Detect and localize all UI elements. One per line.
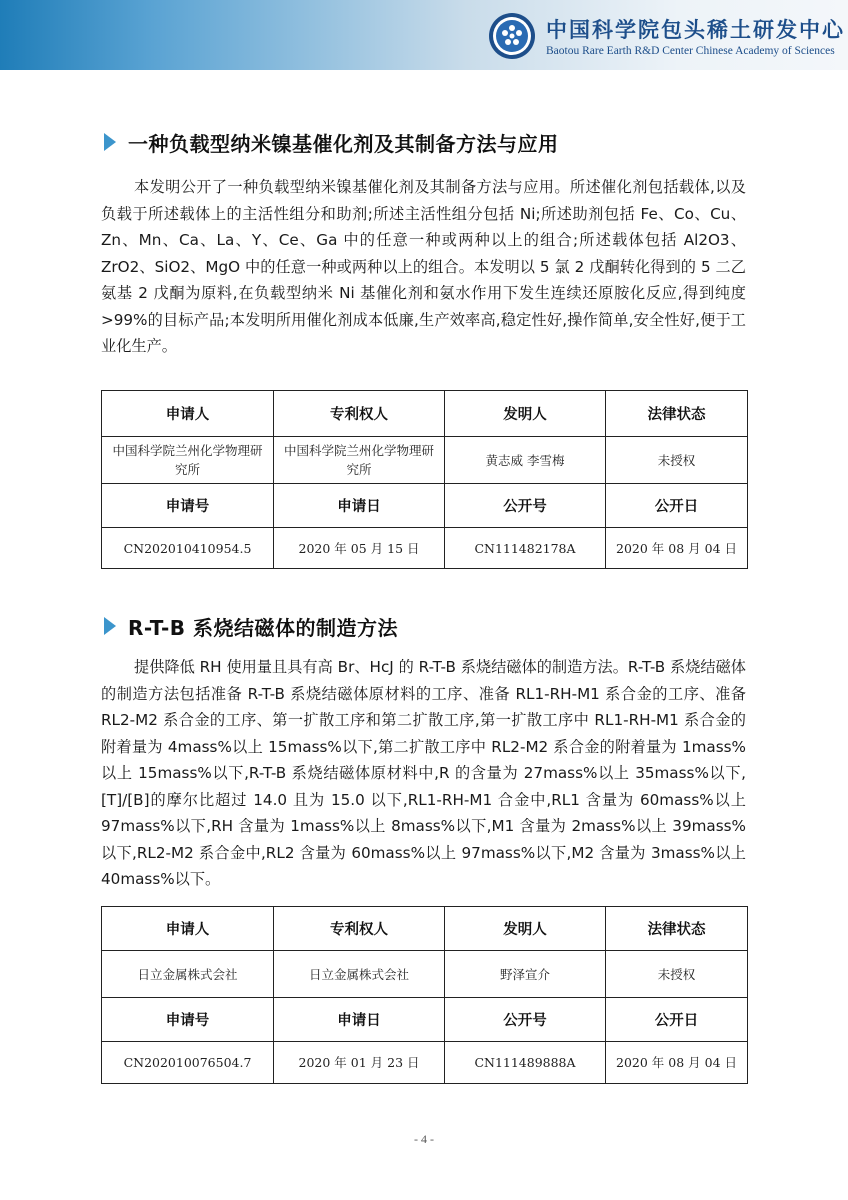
page-number: - 4 - xyxy=(414,1132,434,1146)
header-patentee: 专利权人 xyxy=(274,391,445,437)
header-application-date: 申请日 xyxy=(274,998,445,1042)
patent-2-abstract: 提供降低 RH 使用量且具有高 Br、HcJ 的 R-T-B 系烧结磁体的制造方法。R-T-B 系烧结磁体的制造方法包括准备 R-T-B 系烧结磁体原材料的工序、准备 RL1-RH-M1 系合金的工序、准备 RL2-M2 系合金的工序、第一扩散工序和第二扩散工序,第一扩散工序中 RL1-RH-M1 系合金的附着量为 4mass%以上 15mass%以下,第二扩散工序中 RL2-M2 系合金的附着量为 1mass%以上 15mass%以下,R-T-B 系烧结磁体原材料中,R 的含量为 27mass%以上 35mass%以下,[T]/[B]的摩尔比超过 14.0 且为 15.0 以下,RL1-RH-M1 合金中,RL1 含量为 60mass%以上 97mass%以下,RH 含量为 1mass%以上 8mass%以下,M1 含量为 2mass%以上 39mass%以下,RL2-M2 系合金中,RL2 含量为 60mass%以上 97mass%以下,M2 含量为 3mass%以上 40mass%以下。 xyxy=(101,658,746,888)
header-application-date: 申请日 xyxy=(274,484,445,528)
publication-date-value: 2020 年 08 月 04 日 xyxy=(606,1042,748,1084)
org-name-en: Baotou Rare Earth R&D Center Chinese Academy of Sciences xyxy=(546,45,835,57)
cas-emblem-icon xyxy=(488,12,536,60)
table-header-row xyxy=(102,907,748,951)
table-header-row xyxy=(102,484,748,528)
application-number-value: CN202010076504.7 xyxy=(102,1042,274,1084)
patent-1-abstract: 本发明公开了一种负载型纳米镍基催化剂及其制备方法与应用。所述催化剂包括载体,以及负载于所述载体上的主活性组分和助剂;所述主活性组分包括 Ni;所述助剂包括 Fe、Co、Cu、Zn、Mn、Ca、La、Y、Ce、Ga 中的任意一种或两种以上的组合;所述载体包括 Al2O3、ZrO2、SiO2、MgO 中的任意一种或两种以上的组合。本发明以 5 氯 2 戊酮转化得到的 5 二乙氨基 2 戊酮为原料,在负载型纳米 Ni 基催化剂和氨水作用下发生连续还原胺化反应,得到纯度>99%的目标产品;本发明所用催化剂成本低廉,生产效率高,稳定性好,操作简单,安全性好,便于工业化生产。 xyxy=(101,178,746,355)
application-date-value: 2020 年 05 月 15 日 xyxy=(274,528,445,569)
patentee-value: 日立金属株式会社 xyxy=(274,951,445,998)
header-applicant: 申请人 xyxy=(102,907,274,951)
header-application-number: 申请号 xyxy=(102,998,274,1042)
header-applicant: 申请人 xyxy=(102,391,274,437)
header-application-number: 申请号 xyxy=(102,484,274,528)
patentee-value: 中国科学院兰州化学物理研究所 xyxy=(274,437,445,484)
table-header-row xyxy=(102,391,748,437)
table-row xyxy=(102,528,748,569)
table-header-row xyxy=(102,998,748,1042)
legal-status-value: 未授权 xyxy=(606,951,748,998)
application-number-value: CN202010410954.5 xyxy=(102,528,274,569)
application-date-value: 2020 年 01 月 23 日 xyxy=(274,1042,445,1084)
applicant-value: 日立金属株式会社 xyxy=(102,951,274,998)
header-publication-number: 公开号 xyxy=(445,484,606,528)
section-triangle-icon xyxy=(104,617,116,635)
inventor-value: 野泽宣介 xyxy=(445,951,606,998)
publication-number-value: CN111489888A xyxy=(445,1042,606,1084)
inventor-value: 黄志威 李雪梅 xyxy=(445,437,606,484)
header-publication-date: 公开日 xyxy=(606,484,748,528)
legal-status-value: 未授权 xyxy=(606,437,748,484)
applicant-value: 中国科学院兰州化学物理研究所 xyxy=(102,437,274,484)
patent-2-table xyxy=(101,906,748,1084)
table-row xyxy=(102,1042,748,1084)
patent-1-table xyxy=(101,390,748,569)
section-triangle-icon xyxy=(104,133,116,151)
patent-1-title-text: 一种负载型纳米镍基催化剂及其制备方法与应用 xyxy=(128,131,559,156)
header-publication-date: 公开日 xyxy=(606,998,748,1042)
table-row xyxy=(102,437,748,484)
patent-2-title xyxy=(100,611,760,641)
publication-date-value: 2020 年 08 月 04 日 xyxy=(606,528,748,569)
table-row xyxy=(102,951,748,998)
header-legal-status: 法律状态 xyxy=(606,391,748,437)
header-inventor: 发明人 xyxy=(445,391,606,437)
patent-1-title xyxy=(100,127,760,157)
header-inventor: 发明人 xyxy=(445,907,606,951)
org-name-cn: 中国科学院包头稀土研发中心 xyxy=(546,17,845,42)
publication-number-value: CN111482178A xyxy=(445,528,606,569)
header-patentee: 专利权人 xyxy=(274,907,445,951)
header-publication-number: 公开号 xyxy=(445,998,606,1042)
patent-2-title-text: R-T-B 系烧结磁体的制造方法 xyxy=(128,615,398,640)
header-legal-status: 法律状态 xyxy=(606,907,748,951)
